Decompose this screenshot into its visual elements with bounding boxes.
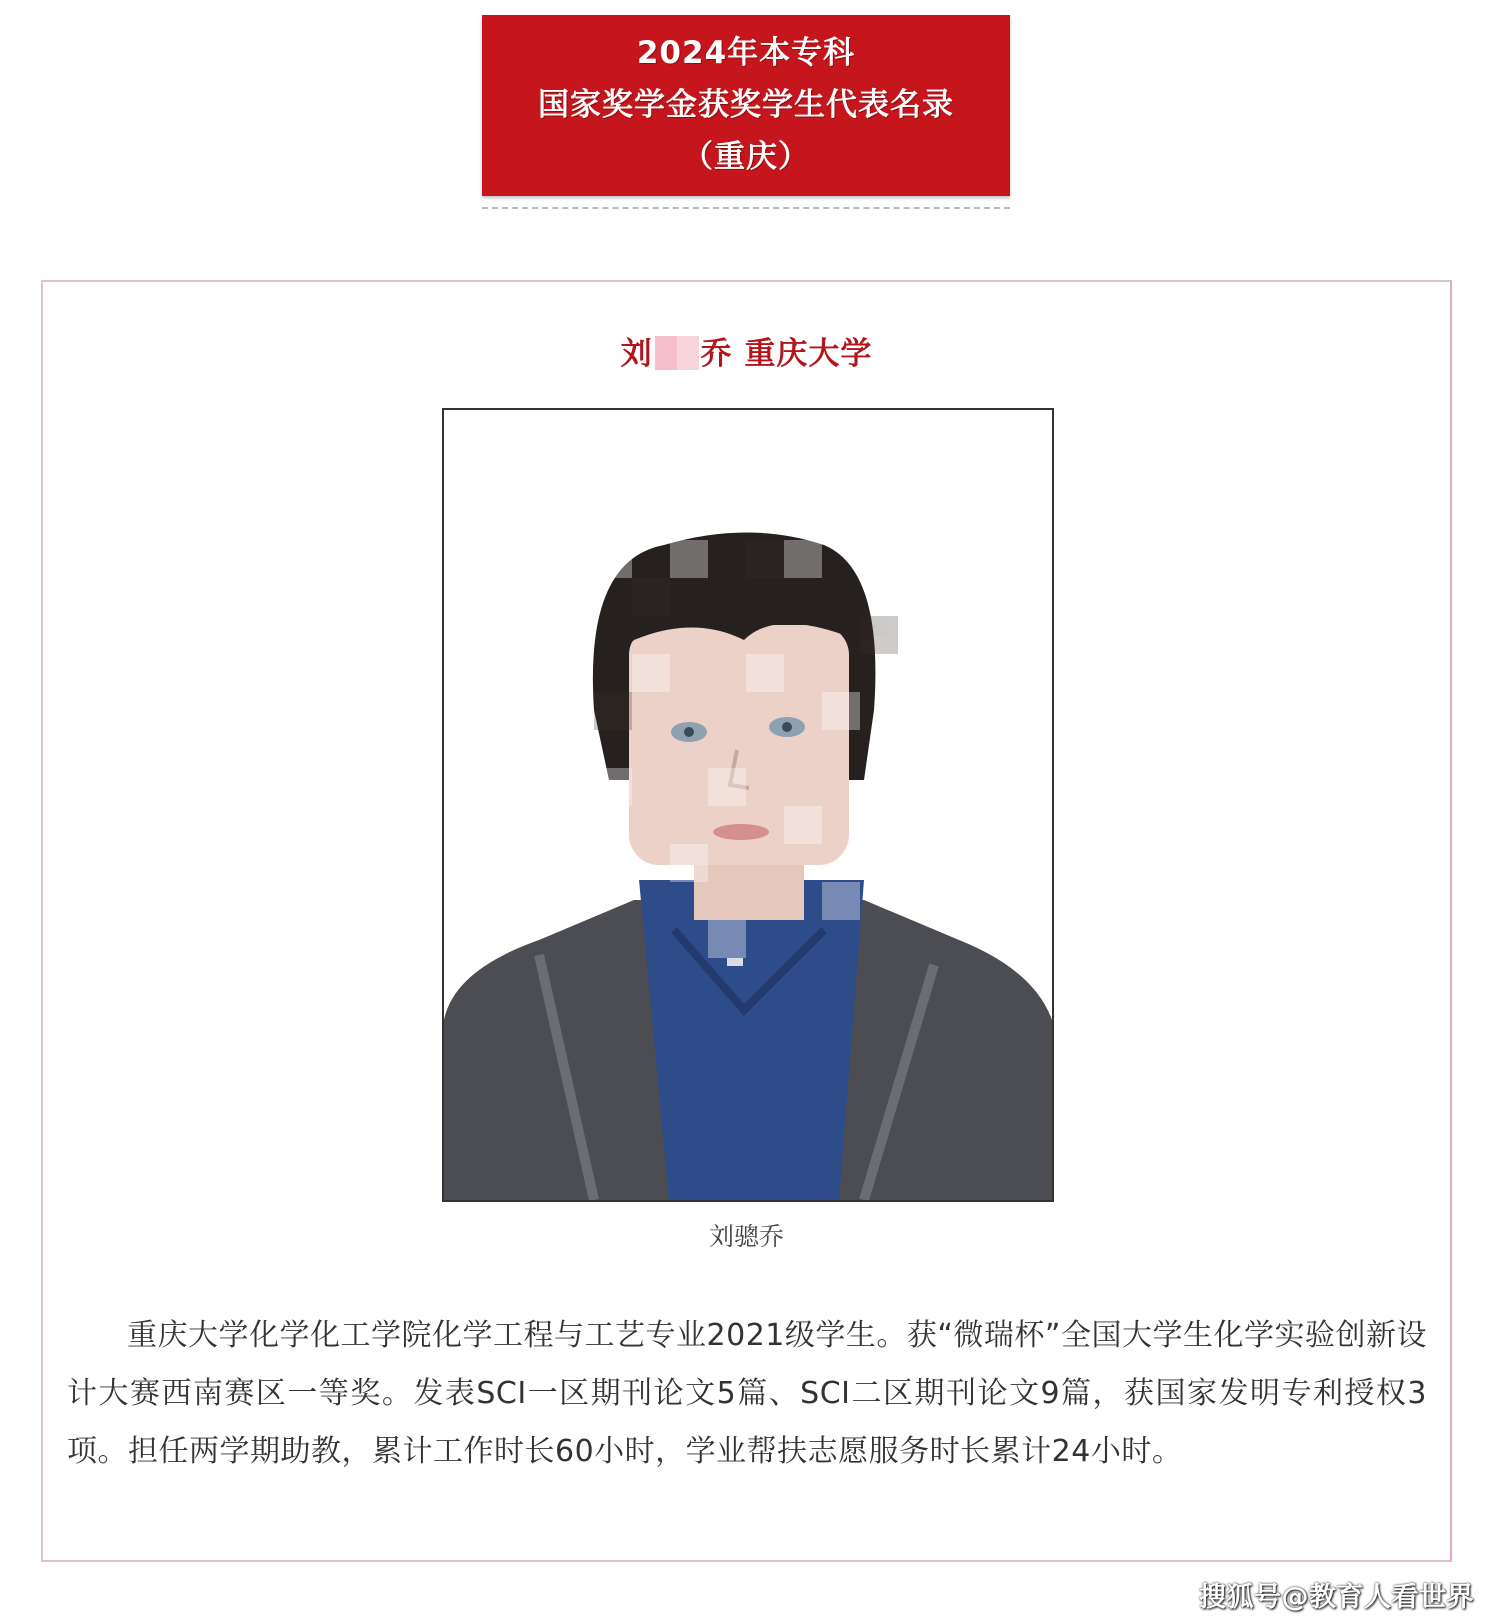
banner-divider	[482, 207, 1010, 209]
banner-line-year: 2024年本专科	[636, 35, 856, 71]
student-name-prefix: 刘	[620, 336, 653, 372]
banner-line-region: （重庆）	[682, 139, 810, 175]
student-bio: 重庆大学化学化工学院化学工程与工艺专业2021级学生。获“微瑞杯”全国大学生化学实验创新设计大赛西南赛区一等奖。发表SCI一区期刊论文5篇、SCI二区期刊论文9篇，获国家发明专利授权3项。担任两学期助教，累计工作时长60小时，学业帮扶志愿服务时长累计24小时。	[67, 1318, 1427, 1469]
student-name-suffix: 乔 重庆大学	[700, 336, 873, 372]
student-card	[41, 280, 1452, 1562]
source-watermark: 搜狐号@教育人看世界	[1199, 1582, 1474, 1613]
banner-line-title: 国家奖学金获奖学生代表名录	[538, 87, 954, 123]
student-photo	[442, 408, 1054, 1202]
title-banner	[482, 15, 1010, 196]
student-heading	[43, 328, 1450, 373]
portrait-image	[444, 410, 1052, 1200]
name-mosaic	[655, 336, 699, 370]
photo-caption: 刘骢乔	[708, 1222, 784, 1251]
